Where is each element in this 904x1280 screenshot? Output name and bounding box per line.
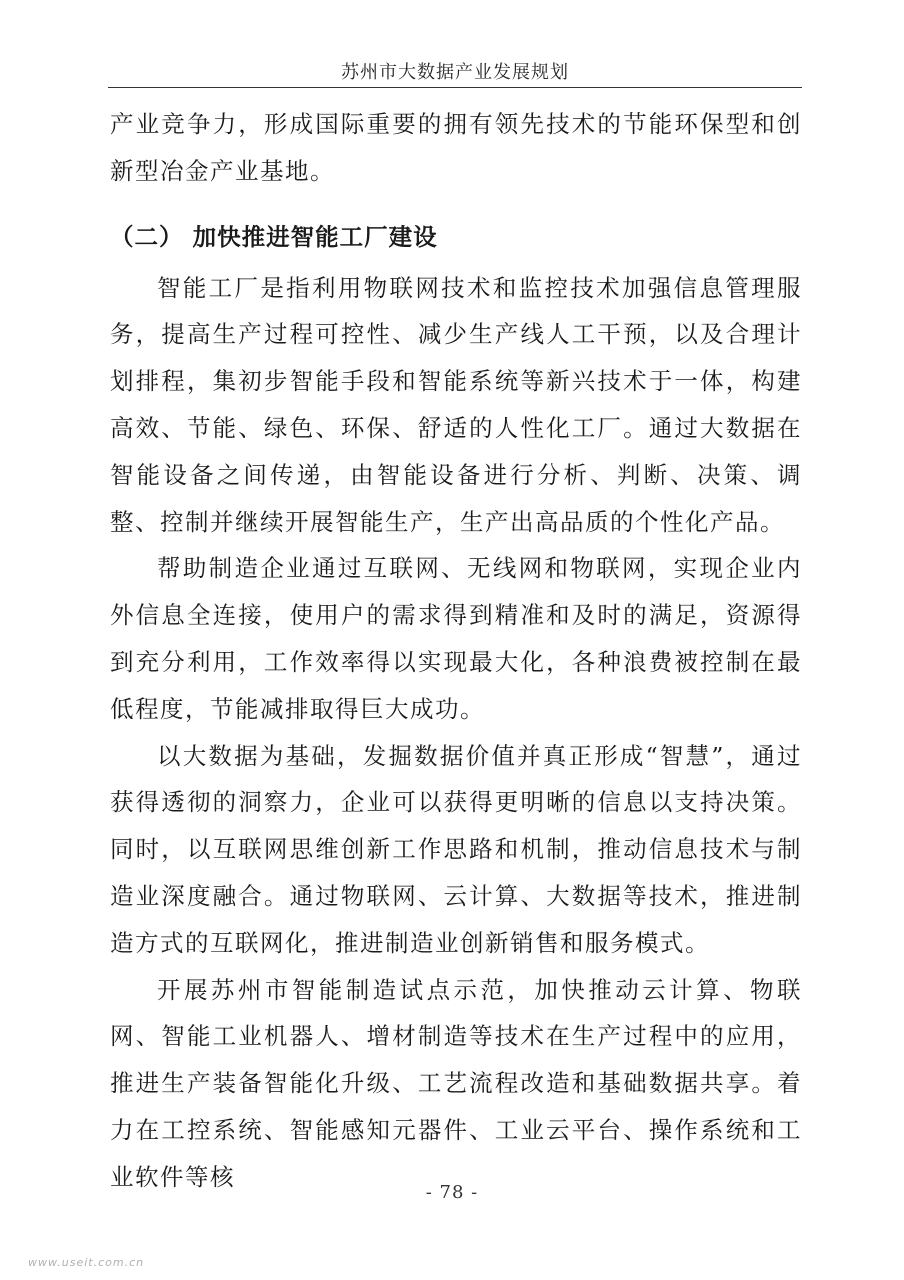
- paragraph-pilot-demonstration: 开展苏州市智能制造试点示范，加快推动云计算、物联网、智能工业机器人、增材制造等技术在生产过程中的应用，推进生产装备智能化升级、工艺流程改造和基础数据共享。着力在工控系统、智能感知元器件、工业云平台、操作系统和工业软件等核: [110, 975, 802, 1191]
- watermark: www.useit.com.cn: [28, 1256, 145, 1269]
- header-rule: [108, 87, 802, 88]
- continued-paragraph: 产业竞争力，形成国际重要的拥有领先技术的节能环保型和创新型冶金产业基地。: [110, 110, 802, 185]
- paragraph-smart-factory-definition: 智能工厂是指利用物联网技术和监控技术加强信息管理服务，提高生产过程可控性、减少生产线人工干预，以及合理计划排程，集初步智能手段和智能系统等新兴技术于一体，构建高效、节能、绿色、环保、舒适的人性化工厂。通过大数据在智能设备之间传递，由智能设备进行分析、判断、决策、调整、控制并继续开展智能生产，生产出高品质的个性化产品。: [110, 273, 802, 536]
- running-header: 苏州市大数据产业发展规划: [341, 62, 569, 83]
- paragraph-data-value: 以大数据为基础，发掘数据价值并真正形成“智慧”，通过获得透彻的洞察力，企业可以获得更明晰的信息以支持决策。同时，以互联网思维创新工作思路和机制，推动信息技术与制造业深度融合。通过物联网、云计算、大数据等技术，推进制造方式的互联网化，推进制造业创新销售和服务模式。: [110, 741, 802, 957]
- section-heading: （二） 加快推进智能工厂建设: [110, 222, 438, 251]
- page-number: - 78 -: [425, 1182, 479, 1203]
- paragraph-connectivity: 帮助制造企业通过互联网、无线网和物联网，实现企业内外信息全连接，使用户的需求得到精准和及时的满足，资源得到充分利用，工作效率得以实现最大化，各种浪费被控制在最低程度，节能减排取得巨大成功。: [110, 554, 802, 723]
- page-body: [110, 101, 802, 1201]
